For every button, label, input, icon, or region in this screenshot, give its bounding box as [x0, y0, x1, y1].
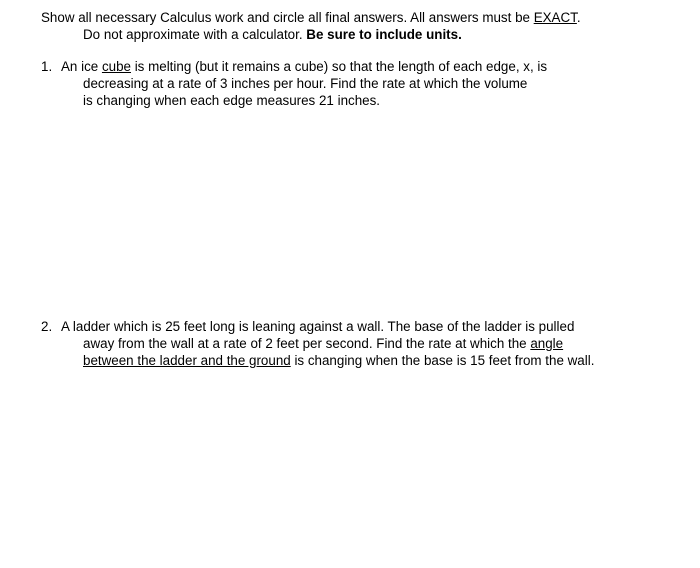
- problem-2-line-1: A ladder which is 25 feet long is leaning against a wall. The base of the ladder is pulled: [61, 319, 575, 334]
- problem-1-text-b: is melting (but it remains a cube) so that the length of each edge, x, is: [130, 59, 548, 74]
- problem-1-number: 1.: [41, 59, 53, 74]
- instructions-period: .: [576, 10, 581, 25]
- problem-1-line-3: is changing when each edge measures 21 inches.: [83, 93, 381, 108]
- cube-underlined: cube: [101, 59, 131, 74]
- problem-1-text-a: An ice: [61, 59, 102, 74]
- problem-2-line-2: [83, 335, 563, 352]
- problem-2-text-b: is changing when the base is 15 feet from the wall.: [290, 353, 595, 368]
- include-units-bold: Be sure to include units.: [306, 27, 462, 42]
- problem-1-line-1: [61, 58, 547, 75]
- angle-underlined: angle: [530, 336, 564, 351]
- problem-2-number: 2.: [41, 319, 53, 334]
- instructions-line-1: [41, 9, 581, 26]
- problem-2-line-3: [83, 352, 594, 369]
- problem-2-text-a: away from the wall at a rate of 2 feet per second. Find the rate at which the: [83, 336, 531, 351]
- instructions-line-2: [83, 26, 462, 43]
- exact-underlined: EXACT: [533, 10, 577, 25]
- instructions-text: Show all necessary Calculus work and circle all final answers. All answers must be: [41, 10, 534, 25]
- ladder-ground-underlined: between the ladder and the ground: [83, 353, 291, 368]
- instructions-text-2: Do not approximate with a calculator.: [83, 27, 307, 42]
- problem-1-line-2: decreasing at a rate of 3 inches per hour. Find the rate at which the volume: [83, 76, 528, 91]
